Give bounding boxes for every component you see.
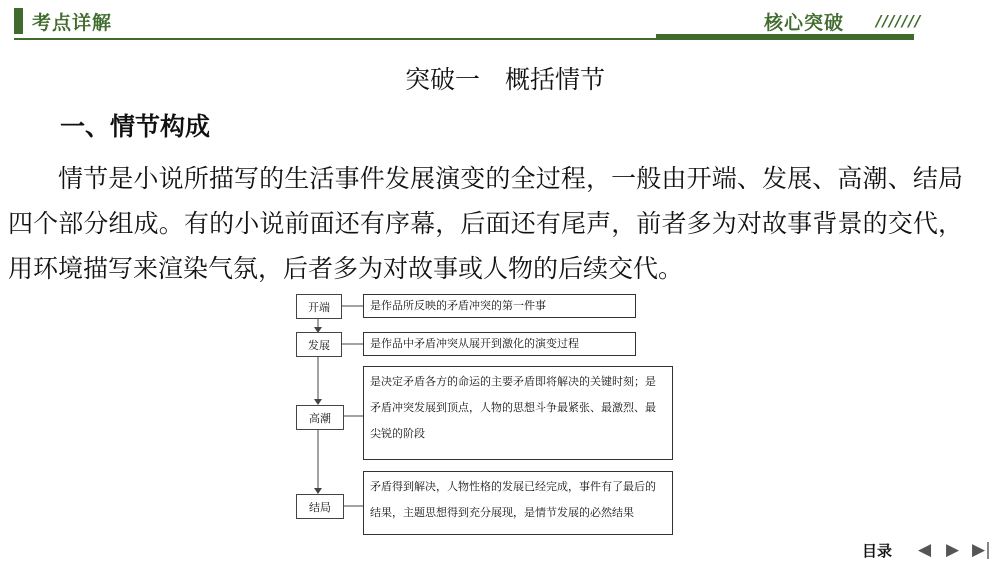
section-label: 考点详解 — [32, 12, 113, 34]
last-slide-icon[interactable]: ▶| — [972, 540, 991, 560]
prev-slide-icon[interactable]: ◀ — [918, 540, 932, 560]
stage-desc-climax: 是决定矛盾各方的命运的主要矛盾即将解决的关键时刻；是矛盾冲突发展到顶点，人物的思想斗争最紧张、最激烈、最尖锐的阶段 — [363, 366, 673, 460]
stage-desc-opening: 是作品所反映的矛盾冲突的第一件事 — [363, 294, 636, 318]
next-slide-icon[interactable]: ▶ — [946, 540, 960, 560]
toc-link[interactable]: 目录 — [862, 542, 893, 560]
header-accent-bar — [14, 8, 23, 34]
stage-box-development: 发展 — [296, 332, 342, 357]
section-tag: 核心突破 — [764, 12, 845, 34]
stage-box-climax: 高潮 — [296, 405, 344, 430]
body-paragraph: 情节是小说所描写的生活事件发展演变的全过程，一般由开端、发展、高潮、结局四个部分组成。有的小说前面还有序幕，后面还有尾声，前者多为对故事背景的交代，用环境描写来渲染气氛，后者多为对故事或人物的后续交代。 — [8, 164, 963, 283]
stage-box-opening: 开端 — [296, 294, 342, 319]
subheading: 一、情节构成 — [60, 112, 211, 141]
stage-box-ending: 结局 — [296, 494, 344, 519]
stage-desc-ending: 矛盾得到解决，人物性格的发展已经完成，事件有了最后的结果，主题思想得到充分展现，是情节发展的必然结果 — [363, 471, 673, 535]
page-title: 突破一 概括情节 — [404, 65, 605, 94]
header-slash-decoration: /////// — [876, 12, 922, 30]
stage-desc-development: 是作品中矛盾冲突从展开到激化的演变过程 — [363, 332, 636, 356]
